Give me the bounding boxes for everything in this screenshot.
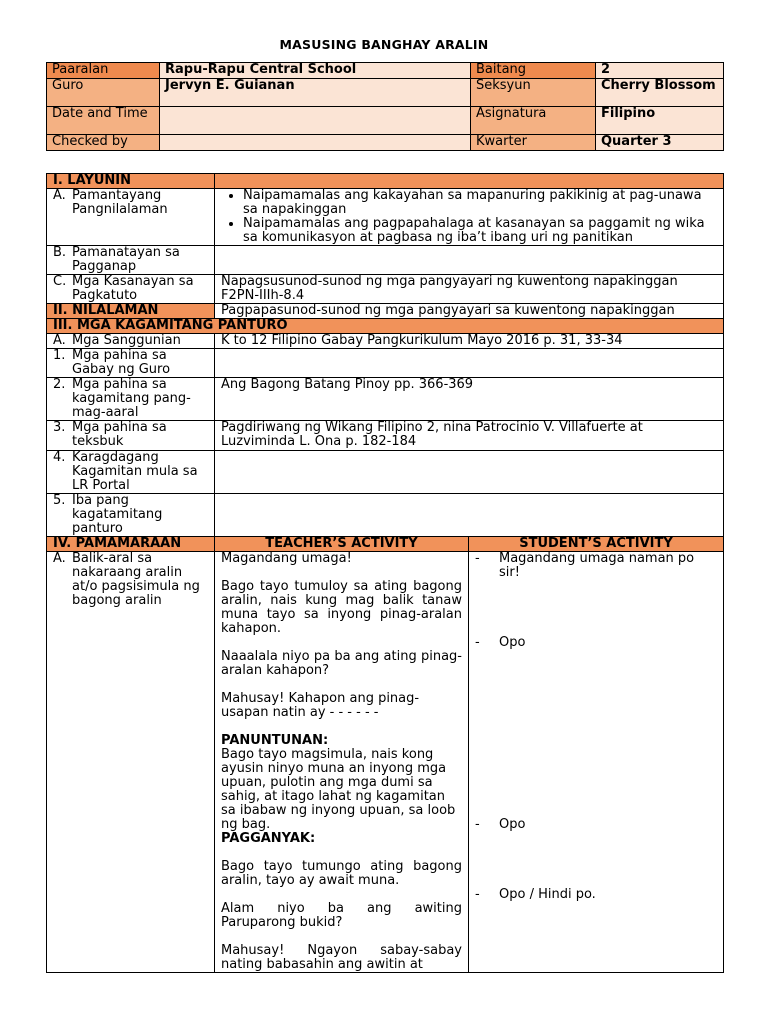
date-value: [160, 107, 471, 135]
gabay-ng-guro-label: 1. Mga pahina sa Gabay ng Guro: [47, 349, 215, 378]
teacher-activity-header: TEACHER’S ACTIVITY: [215, 537, 469, 552]
pangnilalaman-bullet: • Naipamamalas ang kakayahan sa mapanuring pakikinig at pag-unawa sa napakinggan: [243, 189, 717, 217]
sanggunian-value: K to 12 Filipino Gabay Pangkurikulum Mayo 2016 p. 31, 33-34: [215, 334, 724, 349]
balik-aral-label: A. Balik-aral sa nakaraang aralin at/o pagsisimula ng bagong aralin: [47, 552, 215, 973]
student-response: - Opo: [475, 817, 526, 832]
kasanayan-sa-pagkatuto-value: Napagsusunod-sunod ng mga pangyayari ng kuwentong napakinggan F2PN-IIIh-8.4: [215, 275, 724, 304]
kwarter-value: Quarter 3: [596, 135, 724, 151]
kagamitang-pang-mag-aaral-label: 2. Mga pahina sa kagamitang pang-mag-aaral: [47, 378, 215, 421]
info-table: [46, 62, 724, 151]
panuntunan-heading: PANUNTUNAN:: [221, 733, 329, 748]
kwarter-label: Kwarter: [471, 135, 596, 151]
asignatura-value: Filipino: [596, 107, 724, 135]
asignatura-label: Asignatura: [471, 107, 596, 135]
iba-pang-kagamitan-label: 5. Iba pang kagatamitang panturo: [47, 494, 215, 537]
teacher-song-instruction: Mahusay! Ngayon sabay-sabay nating babasahin ang awitin at: [221, 943, 462, 972]
pamantayang-pangnilalaman-label: A. Pamantayang Pangnilalaman: [47, 189, 215, 246]
student-activity-header: STUDENT’S ACTIVITY: [469, 537, 724, 552]
teacher-motivation: Bago tayo tumungo ating bagong aralin, tayo ay await muna.: [221, 859, 462, 888]
guro-label: Guro: [47, 79, 160, 107]
lesson-table: [46, 173, 724, 973]
sanggunian-label: A. Mga Sanggunian: [47, 334, 215, 349]
pamamaraan-header: IV. PAMAMARAAN: [47, 537, 215, 552]
lr-portal-label: 4. Karagdagang Kagamitan mula sa LR Portal: [47, 451, 215, 494]
baitang-label: Baitang: [471, 63, 596, 79]
teksbuk-value: Pagdiriwang ng Wikang Filipino 2, nina Patrocinio V. Villafuerte at Luzviminda L. Ona p. 182-184: [215, 421, 724, 451]
guro-value: Jervyn E. Guianan: [160, 79, 471, 107]
layunin-header: I. LAYUNIN: [47, 174, 215, 189]
teacher-activity-cell: [215, 552, 469, 973]
nilalaman-header: II. NILALAMAN: [47, 304, 215, 319]
date-label: Date and Time: [47, 107, 160, 135]
teacher-review-answer: Mahusay! Kahapon ang pinag-usapan natin ay - - - - - -: [221, 691, 420, 720]
document-title: MASUSING BANGHAY ARALIN: [279, 37, 489, 52]
kagamitan-header: III. MGA KAGAMITANG PANTURO: [47, 319, 724, 334]
student-response: - Opo / Hindi po.: [475, 887, 596, 902]
teacher-review-intro: Bago tayo tumuloy sa ating bagong aralin, nais kung mag balik tanaw muna tayo sa inyong pinag-aralan kahapon.: [221, 579, 462, 636]
teacher-greeting: Magandang umaga!: [221, 551, 352, 566]
kasanayan-sa-pagkatuto-label: C. Mga Kasanayan sa Pagkatuto: [47, 275, 215, 304]
lr-portal-value: [215, 451, 724, 494]
nilalaman-value: Pagpapasunod-sunod ng mga pangyayari sa kuwentong napakinggan: [215, 304, 724, 319]
pangnilalaman-bullet: • Naipamamalas ang pagpapahalaga at kasanayan sa paggamit ng wika sa komunikasyon at pagbasa ng iba’t ibang uri ng panitikan: [243, 217, 717, 245]
seksyun-value: Cherry Blossom: [596, 79, 724, 107]
teksbuk-label: 3. Mga pahina sa teksbuk: [47, 421, 215, 451]
checked-value: [160, 135, 471, 151]
student-activity-cell: [469, 552, 724, 973]
teacher-song-question: Alam niyo ba ang awiting Paruparong bukid?: [221, 901, 462, 930]
iba-pang-kagamitan-value: [215, 494, 724, 537]
pamanatayan-sa-pagganap-label: B. Pamanatayan sa Pagganap: [47, 246, 215, 275]
paaralan-label: Paaralan: [47, 63, 160, 79]
student-response: - Opo: [475, 635, 526, 650]
kagamitang-pang-mag-aaral-value: Ang Bagong Batang Pinoy pp. 366-369: [215, 378, 724, 421]
pamanatayan-sa-pagganap-value: [215, 246, 724, 275]
checked-label: Checked by: [47, 135, 160, 151]
gabay-ng-guro-value: [215, 349, 724, 378]
layunin-header-fill: [215, 174, 724, 189]
pagganyak-heading: PAGGANYAK:: [221, 831, 316, 846]
teacher-review-question: Naaalala niyo pa ba ang ating pinag-aralan kahapon?: [221, 649, 462, 678]
baitang-value: 2: [596, 63, 724, 79]
pamantayang-pangnilalaman-value: [215, 189, 724, 246]
seksyun-label: Seksyun: [471, 79, 596, 107]
student-response: - Magandang umaga naman po sir!: [475, 551, 695, 580]
panuntunan-text: Bago tayo magsimula, nais kong ayusin ninyo muna an inyong mga upuan, pulotin ang mga dumi sa sahig, at itago lahat ng kagamitan sa ibabaw ng inyong upuan, sa loob ng bag.: [221, 747, 456, 832]
paaralan-value: Rapu-Rapu Central School: [160, 63, 471, 79]
